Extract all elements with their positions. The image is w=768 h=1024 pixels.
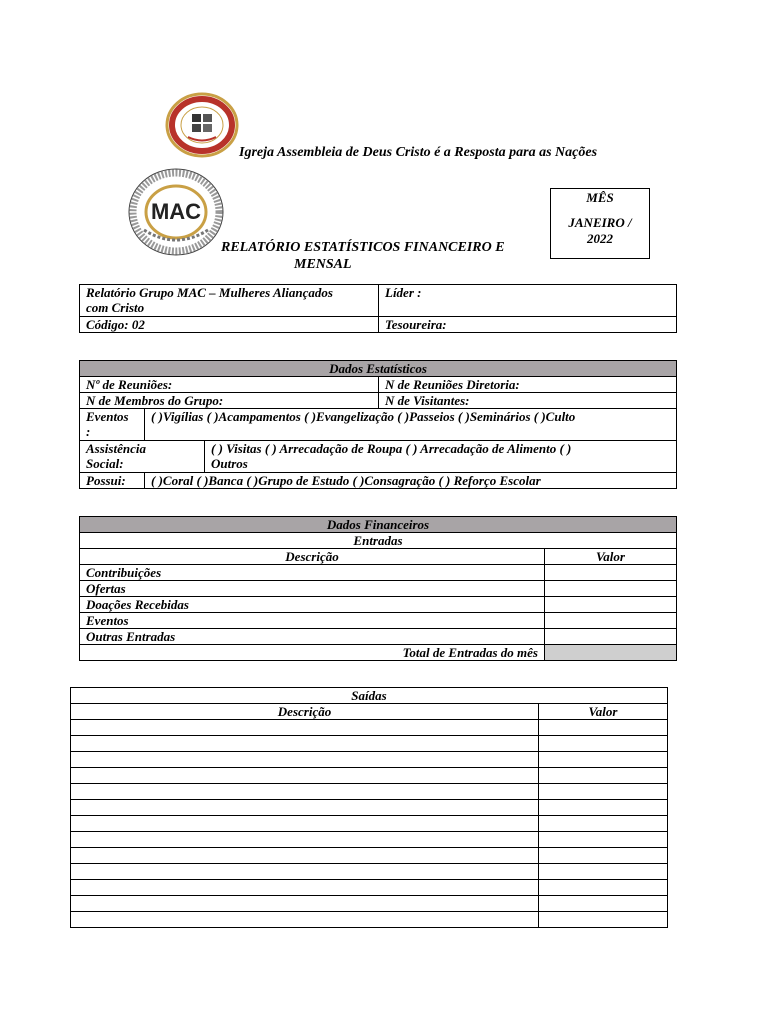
meetings-field[interactable]: Nº de Reuniões: — [80, 377, 379, 393]
stats-title: Dados Estatísticos — [80, 361, 677, 377]
events-label-line2: : — [86, 424, 91, 439]
social-options-line1: ( ) Visitas ( ) Arrecadação de Roupa ( ) Arrecadação de Alimento ( ) — [211, 441, 572, 456]
expense-value-cell[interactable] — [539, 784, 668, 800]
income-row-label: Ofertas — [80, 581, 545, 597]
expense-desc-cell[interactable] — [71, 832, 539, 848]
social-label-line2: Social: — [86, 456, 124, 471]
income-title: Entradas — [80, 533, 677, 549]
finance-title: Dados Financeiros — [80, 517, 677, 533]
expense-value-cell[interactable] — [539, 816, 668, 832]
expense-value-cell[interactable] — [539, 896, 668, 912]
income-row-label: Doações Recebidas — [80, 597, 545, 613]
expense-desc-cell[interactable] — [71, 720, 539, 736]
income-value-header: Valor — [545, 549, 677, 565]
group-name-cell — [80, 285, 379, 317]
expense-value-cell[interactable] — [539, 864, 668, 880]
church-logo — [164, 92, 240, 158]
expense-desc-cell[interactable] — [71, 784, 539, 800]
expense-desc-cell[interactable] — [71, 864, 539, 880]
expense-desc-cell[interactable] — [71, 752, 539, 768]
expense-desc-cell[interactable] — [71, 880, 539, 896]
code-field: Código: 02 — [80, 317, 379, 333]
expenses-title: Saídas — [71, 688, 668, 704]
expense-desc-cell[interactable] — [71, 800, 539, 816]
mac-logo — [126, 166, 226, 258]
events-options[interactable]: ( )Vigílias ( )Acampamentos ( )Evangelização ( )Passeios ( )Seminários ( )Culto — [145, 409, 677, 441]
expense-value-cell[interactable] — [539, 752, 668, 768]
group-name-line1: Relatório Grupo MAC – Mulheres Aliançados — [86, 285, 333, 300]
income-row-value[interactable] — [545, 565, 677, 581]
month-value-line1: JANEIRO / — [568, 215, 632, 230]
report-title-line1: RELATÓRIO ESTATÍSTICOS FINANCEIRO E — [221, 240, 505, 255]
income-row-label: Contribuições — [80, 565, 545, 581]
members-field[interactable]: N de Membros do Grupo: — [80, 393, 379, 409]
income-row-value[interactable] — [545, 629, 677, 645]
events-label — [80, 409, 145, 441]
expense-value-cell[interactable] — [539, 880, 668, 896]
social-label — [80, 441, 205, 473]
expense-desc-cell[interactable] — [71, 896, 539, 912]
church-name: Igreja Assembleia de Deus Cristo é a Resposta para as Nações — [239, 145, 598, 160]
month-value-line2: 2022 — [587, 231, 613, 246]
social-options[interactable] — [205, 441, 677, 473]
income-total-value[interactable] — [545, 645, 677, 661]
expense-desc-cell[interactable] — [71, 848, 539, 864]
income-desc-header: Descrição — [80, 549, 545, 565]
expense-value-cell[interactable] — [539, 768, 668, 784]
group-name-line2: com Cristo — [86, 300, 145, 315]
finance-table — [79, 516, 677, 661]
expense-desc-cell[interactable] — [71, 912, 539, 928]
board-meetings-field[interactable]: N de Reuniões Diretoria: — [379, 377, 677, 393]
expense-desc-cell[interactable] — [71, 768, 539, 784]
expense-value-cell[interactable] — [539, 832, 668, 848]
group-info-table — [79, 284, 677, 333]
expense-value-cell[interactable] — [539, 848, 668, 864]
social-label-line1: Assistência — [86, 441, 146, 456]
expenses-value-header: Valor — [539, 704, 668, 720]
income-row-value[interactable] — [545, 581, 677, 597]
events-label-line1: Eventos — [86, 409, 129, 424]
expense-value-cell[interactable] — [539, 800, 668, 816]
expenses-desc-header: Descrição — [71, 704, 539, 720]
income-total-label: Total de Entradas do mês — [80, 645, 545, 661]
has-label: Possui: — [80, 473, 145, 489]
income-row-value[interactable] — [545, 597, 677, 613]
expense-desc-cell[interactable] — [71, 816, 539, 832]
stats-table — [79, 360, 677, 489]
income-row-label: Outras Entradas — [80, 629, 545, 645]
visitors-field[interactable]: N de Visitantes: — [379, 393, 677, 409]
social-options-line2: Outros — [211, 456, 248, 471]
expenses-table — [70, 687, 668, 928]
expense-value-cell[interactable] — [539, 720, 668, 736]
expense-value-cell[interactable] — [539, 736, 668, 752]
leader-field[interactable]: Líder : — [379, 285, 677, 317]
expense-desc-cell[interactable] — [71, 736, 539, 752]
report-title-line2: MENSAL — [294, 257, 352, 272]
mac-logo-text: MAC — [150, 199, 202, 224]
income-row-value[interactable] — [545, 613, 677, 629]
month-label: MÊS — [586, 190, 614, 205]
treasurer-field[interactable]: Tesoureira: — [379, 317, 677, 333]
has-options[interactable]: ( )Coral ( )Banca ( )Grupo de Estudo ( )Consagração ( ) Reforço Escolar — [145, 473, 677, 489]
month-box — [550, 188, 650, 259]
income-row-label: Eventos — [80, 613, 545, 629]
expense-value-cell[interactable] — [539, 912, 668, 928]
